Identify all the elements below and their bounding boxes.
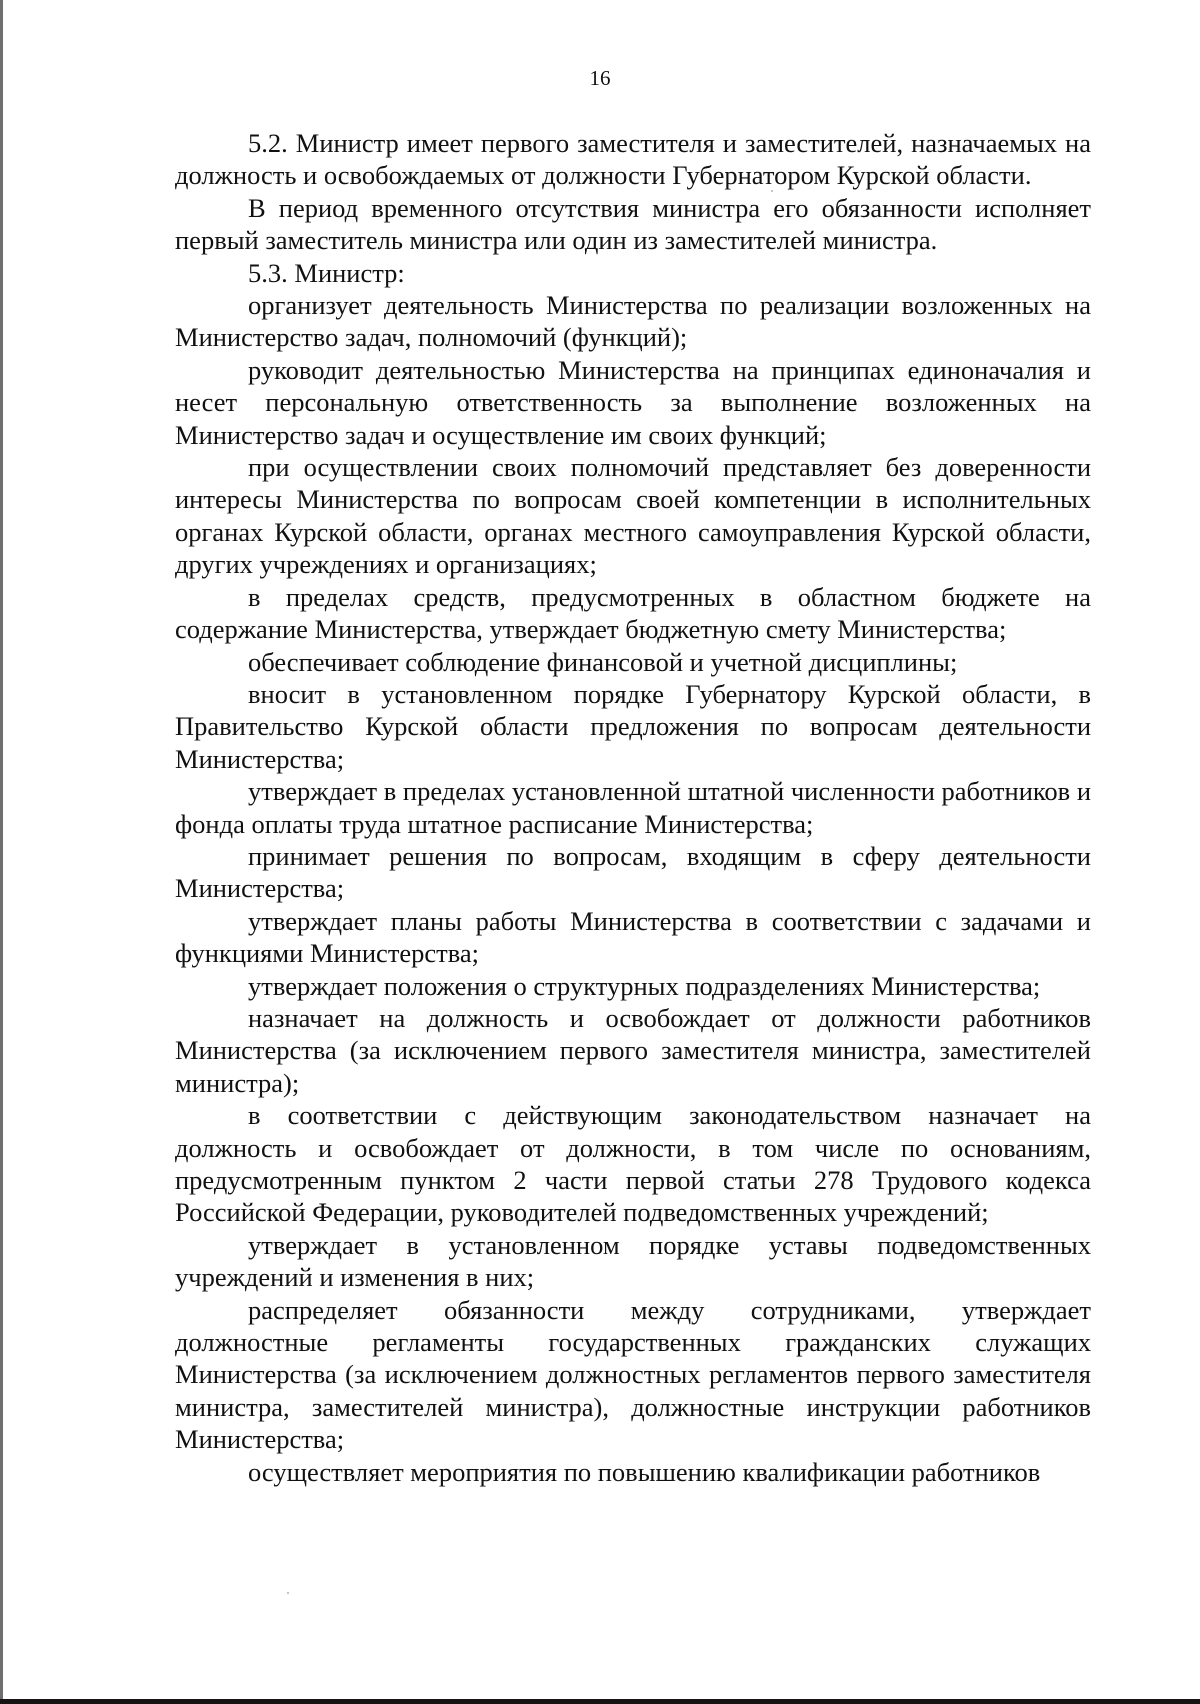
paragraph-structural-units: утверждает положения о структурных подразделениях Министерства; — [248, 970, 1041, 1001]
paragraph-appoints-heads: в соответствии с действующим законодательством назначает на должность и освобождает от должности, в том числе по основаниям, предусмотренным пунктом 2 части первой статьи 278 Трудового кодекса Российской Федерации, руководителей подведомственных учреждений; — [175, 1100, 1091, 1228]
paragraph-5-3-heading: 5.3. Министр: — [248, 257, 405, 288]
paragraph-represents-interests: при осуществлении своих полномочий представляет без доверенности интересы Министерства по вопросам своей компетенции в исполнительных органах Курской области, органах местного самоуправления Курской области, других учреждениях и организациях; — [175, 452, 1091, 580]
paragraph-temporary-absence: В период временного отсутствия министра его обязанности исполняет первый заместитель министра или один из заместителей министра. — [175, 192, 1091, 256]
paragraph-5-2: 5.2. Министр имеет первого заместителя и заместителей, назначаемых на должность и освобождаемых от должности Губернатором Курской области. — [175, 128, 1091, 191]
paragraph-organizes-activity: организует деятельность Министерства по реализации возложенных на Министерство задач, полномочий (функций); — [175, 290, 1091, 353]
paragraph-appoints-employees: назначает на должность и освобождает от должности работников Министерства (за исключением первого заместителя министра, заместителей министра); — [175, 1002, 1091, 1098]
scan-left-edge — [0, 0, 3, 1704]
paragraph-manages-activity: руководит деятельностью Министерства на принципах единоначалия и несет персональную ответственность за выполнение возложенных на Министерство задач и осуществление им своих функций; — [175, 354, 1091, 450]
page-number: 16 — [589, 66, 611, 90]
paragraph-makes-decisions: принимает решения по вопросам, входящим в сферу деятельности Министерства; — [175, 840, 1091, 904]
paragraph-submits-proposals: вносит в установленном порядке Губернатору Курской области, в Правительство Курской области предложения по вопросам деятельности Министерства; — [175, 678, 1091, 774]
paragraph-staff-schedule: утверждает в пределах установленной штатной численности работников и фонда оплаты труда штатное расписание Министерства; — [175, 776, 1091, 839]
paragraph-qualification: осуществляет мероприятия по повышению квалификации работников — [248, 1456, 1041, 1487]
paragraph-financial-discipline: обеспечивает соблюдение финансовой и учетной дисциплины; — [248, 646, 958, 677]
document-body — [175, 127, 1091, 1488]
paragraph-approves-charters: утверждает в установленном порядке уставы подведомственных учреждений и изменения в них; — [175, 1229, 1091, 1293]
scan-bottom-edge — [0, 1699, 1200, 1704]
paragraph-budget-estimate: в пределах средств, предусмотренных в областном бюджете на содержание Министерства, утверждает бюджетную смету Министерства; — [175, 581, 1091, 645]
paragraph-distributes-duties: распределяет обязанности между сотрудниками, утверждает должностные регламенты государственных гражданских служащих Министерства (за исключением должностных регламентов первого заместителя министра, заместителей министра), должностные инструкции работников Министерства; — [175, 1294, 1091, 1455]
paragraph-work-plans: утверждает планы работы Министерства в соответствии с задачами и функциями Министерства; — [175, 905, 1091, 969]
scan-speck — [771, 190, 773, 192]
scan-speck — [287, 1592, 289, 1594]
